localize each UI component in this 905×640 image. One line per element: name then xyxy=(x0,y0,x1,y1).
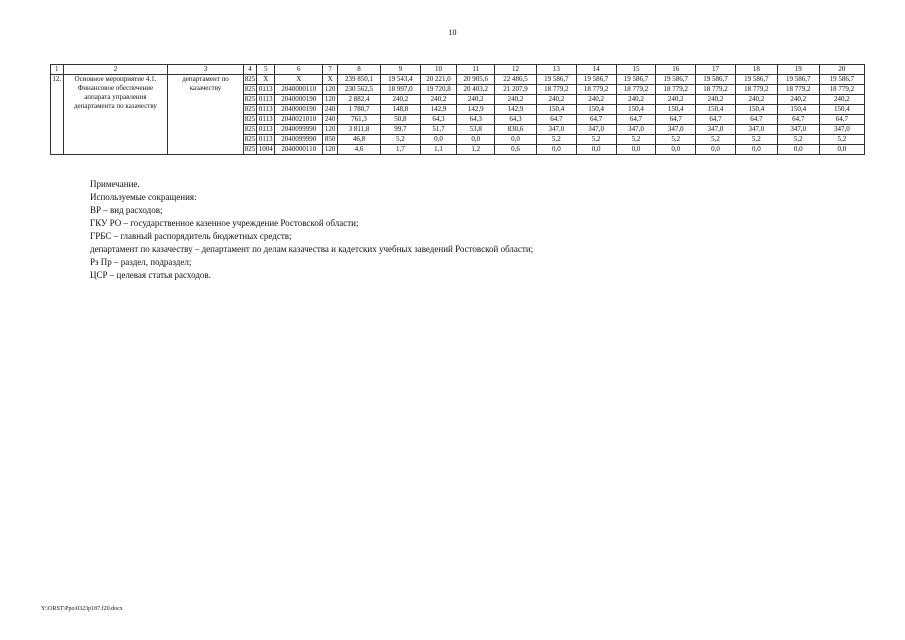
table-cell: 64,7 xyxy=(696,115,736,125)
table-cell: 5,2 xyxy=(576,135,616,145)
note-line: ГКУ РО – государственное казенное учреждение Ростовской области; xyxy=(90,218,359,228)
table-cell: 5,2 xyxy=(696,135,736,145)
table-cell: 51,7 xyxy=(420,125,457,135)
table-cell: 761,3 xyxy=(337,115,380,125)
table-cell: 18 779,2 xyxy=(696,85,736,95)
table-cell: 142,9 xyxy=(420,105,457,115)
table-cell: 850 xyxy=(323,135,338,145)
column-number-19: 19 xyxy=(777,65,819,75)
table-cell: 1,7 xyxy=(380,145,420,155)
table-cell: 0,0 xyxy=(495,135,537,145)
table-cell: 4,6 xyxy=(337,145,380,155)
table-row xyxy=(51,75,865,85)
column-number-1: 1 xyxy=(51,65,64,75)
note-line: ВР – вид расходов; xyxy=(90,205,163,215)
table-cell: 2040000190 xyxy=(275,95,323,105)
table-cell: 19 720,8 xyxy=(420,85,457,95)
table-cell: 18 779,2 xyxy=(576,85,616,95)
table-cell: 347,0 xyxy=(616,125,656,135)
table-cell: 347,0 xyxy=(777,125,819,135)
note-line: департамент по казачеству – департамент по делам казачества и кадетских учебных заведений Ростовской области; xyxy=(90,244,534,254)
notes-section xyxy=(90,178,533,282)
table-cell: 240,2 xyxy=(616,95,656,105)
table-cell: 53,8 xyxy=(457,125,495,135)
table-cell: 19 586,7 xyxy=(777,75,819,85)
table-cell: 2040000190 xyxy=(275,105,323,115)
column-number-4: 4 xyxy=(243,65,257,75)
table-cell: 240,2 xyxy=(777,95,819,105)
table-cell: 64,7 xyxy=(656,115,696,125)
table-cell: 0,0 xyxy=(616,145,656,155)
table-cell: 19 543,4 xyxy=(380,75,420,85)
table-cell: 19 586,7 xyxy=(616,75,656,85)
table-cell: Х xyxy=(323,75,338,85)
table-cell: 21 207,9 xyxy=(495,85,537,95)
table-cell: 5,2 xyxy=(777,135,819,145)
table-cell: 0113 xyxy=(257,135,275,145)
column-number-7: 7 xyxy=(323,65,338,75)
table-cell: 150,4 xyxy=(777,105,819,115)
table-cell: 0,0 xyxy=(457,135,495,145)
table-cell: 5,2 xyxy=(656,135,696,145)
column-number-13: 13 xyxy=(536,65,576,75)
table-cell: 19 586,7 xyxy=(536,75,576,85)
table-cell: 150,4 xyxy=(819,105,864,115)
table-cell: 0,0 xyxy=(536,145,576,155)
table-cell: 240,2 xyxy=(696,95,736,105)
table-cell: 240,2 xyxy=(819,95,864,105)
notes-title: Примечание. xyxy=(90,179,140,189)
table-cell: 50,8 xyxy=(380,115,420,125)
table-cell: 825 xyxy=(244,95,256,103)
table-cell: 142,9 xyxy=(495,105,537,115)
table-cell: 347,0 xyxy=(536,125,576,135)
table-cell: 347,0 xyxy=(696,125,736,135)
table-cell: 240 xyxy=(323,105,338,115)
table-cell: 18 779,2 xyxy=(735,85,777,95)
file-path-footer: Y:\ORST\Ppo\0323p187.f20.docx xyxy=(41,606,123,612)
table-cell: 120 xyxy=(323,125,338,135)
table-cell: 150,4 xyxy=(696,105,736,115)
table-cell: 230 562,5 xyxy=(337,85,380,95)
table-cell: 18 779,2 xyxy=(819,85,864,95)
executor-name: департамент по казачеству xyxy=(168,75,243,155)
table-cell: 0113 xyxy=(257,105,275,115)
column-number-6: 6 xyxy=(275,65,323,75)
table-cell: 2040000110 xyxy=(275,85,323,95)
table-cell: 825 xyxy=(244,75,256,83)
table-cell: 64,7 xyxy=(616,115,656,125)
table-cell: 240,2 xyxy=(380,95,420,105)
table-cell: 150,4 xyxy=(576,105,616,115)
note-line: Рз Пр – раздел, подраздел; xyxy=(90,257,192,267)
table-cell: 120 xyxy=(323,95,338,105)
table-cell: 1,1 xyxy=(420,145,457,155)
table-cell: 240 xyxy=(323,115,338,125)
table-cell: 0,0 xyxy=(420,135,457,145)
table-cell: 825 xyxy=(244,145,256,153)
table-cell: 18 779,2 xyxy=(616,85,656,95)
table-cell: 5,2 xyxy=(735,135,777,145)
table-cell: 46,8 xyxy=(337,135,380,145)
table-cell: 64,7 xyxy=(536,115,576,125)
table-cell: 5,2 xyxy=(819,135,864,145)
column-number-15: 15 xyxy=(616,65,656,75)
table-cell: 5,2 xyxy=(616,135,656,145)
column-number-14: 14 xyxy=(576,65,616,75)
column-number-20: 20 xyxy=(819,65,864,75)
table-cell: 150,4 xyxy=(735,105,777,115)
table-cell: 240,2 xyxy=(735,95,777,105)
table-cell: 120 xyxy=(323,145,338,155)
table-cell: 239 850,1 xyxy=(337,75,380,85)
table-cell: 148,8 xyxy=(380,105,420,115)
table-cell: 5,2 xyxy=(380,135,420,145)
table-cell: 150,4 xyxy=(616,105,656,115)
table-cell: 19 586,7 xyxy=(576,75,616,85)
table-cell: 3 811,8 xyxy=(337,125,380,135)
table-cell: 0113 xyxy=(257,115,275,125)
column-number-2: 2 xyxy=(63,65,168,75)
table-cell: 830,6 xyxy=(495,125,537,135)
column-number-9: 9 xyxy=(380,65,420,75)
table-cell: 120 xyxy=(323,85,338,95)
table-cell: 0,0 xyxy=(656,145,696,155)
table-cell: 2 882,4 xyxy=(337,95,380,105)
table-cell: 19 586,7 xyxy=(735,75,777,85)
table-cell: 64,3 xyxy=(457,115,495,125)
column-number-17: 17 xyxy=(696,65,736,75)
table-cell: 347,0 xyxy=(656,125,696,135)
table-cell: 240,2 xyxy=(420,95,457,105)
table-cell: 64,3 xyxy=(495,115,537,125)
table-cell: Х xyxy=(275,75,323,85)
table-cell: 150,4 xyxy=(536,105,576,115)
table-cell: 19 586,7 xyxy=(819,75,864,85)
table-cell: 64,7 xyxy=(735,115,777,125)
table-cell: 142,9 xyxy=(457,105,495,115)
table-cell: 240,2 xyxy=(576,95,616,105)
column-number-8: 8 xyxy=(337,65,380,75)
column-number-18: 18 xyxy=(735,65,777,75)
table-cell: 240,2 xyxy=(656,95,696,105)
table-cell: 18 779,2 xyxy=(656,85,696,95)
table-cell: 2040099990 xyxy=(275,135,323,145)
table-cell: 0113 xyxy=(257,95,275,105)
column-number-10: 10 xyxy=(420,65,457,75)
column-number-16: 16 xyxy=(656,65,696,75)
table-cell: 347,0 xyxy=(819,125,864,135)
table-cell: 825 xyxy=(244,135,256,143)
table-cell: 240,2 xyxy=(536,95,576,105)
page-number: 10 xyxy=(448,28,457,37)
table-cell: 0,0 xyxy=(696,145,736,155)
table-cell: 150,4 xyxy=(656,105,696,115)
table-cell: 1,2 xyxy=(457,145,495,155)
table-cell: Х xyxy=(257,75,275,85)
table-cell: 0,0 xyxy=(735,145,777,155)
table-cell: 20 905,6 xyxy=(457,75,495,85)
table-cell: 0,0 xyxy=(576,145,616,155)
column-number-12: 12 xyxy=(495,65,537,75)
table-cell: 825 xyxy=(244,115,256,123)
table-cell: 0,6 xyxy=(495,145,537,155)
table-cell: 20 221,0 xyxy=(420,75,457,85)
table-cell: 347,0 xyxy=(735,125,777,135)
column-number-row xyxy=(51,65,865,75)
note-line: ЦСР – целевая статья расходов. xyxy=(90,270,211,280)
column-number-3: 3 xyxy=(168,65,243,75)
note-line: Используемые сокращения: xyxy=(90,192,197,202)
table-cell: 825 xyxy=(244,125,256,133)
table-cell: 1 780,7 xyxy=(337,105,380,115)
row-number: 12. xyxy=(51,75,64,155)
table-cell: 1004 xyxy=(258,145,273,153)
table-cell: 240,2 xyxy=(495,95,537,105)
table-cell: 99,7 xyxy=(380,125,420,135)
table-cell: 347,0 xyxy=(576,125,616,135)
table-cell: 64,7 xyxy=(777,115,819,125)
table-cell: 825 xyxy=(244,85,256,93)
note-line: ГРБС – главный распорядитель бюджетных средств; xyxy=(90,231,292,241)
table-cell: 2040021010 xyxy=(275,115,323,125)
table-cell: 19 586,7 xyxy=(696,75,736,85)
table-cell: 20 403,2 xyxy=(457,85,495,95)
table-cell: 0113 xyxy=(257,125,275,135)
table-cell: 22 486,5 xyxy=(495,75,537,85)
table-cell: 64,7 xyxy=(819,115,864,125)
table-cell: 19 586,7 xyxy=(656,75,696,85)
table-cell: 5,2 xyxy=(536,135,576,145)
table-cell: 0,0 xyxy=(777,145,819,155)
table-cell: 0113 xyxy=(257,85,275,95)
table-cell: 240,2 xyxy=(457,95,495,105)
column-number-5: 5 xyxy=(257,65,275,75)
measure-description: Основное мероприятие 4.1. Финансовое обеспечение аппарата управления департамента по казачеству xyxy=(63,75,168,155)
table-cell: 2040000110 xyxy=(275,145,323,155)
budget-table xyxy=(50,64,865,155)
table-cell: 18 997,0 xyxy=(380,85,420,95)
column-number-11: 11 xyxy=(457,65,495,75)
table-cell: 825 xyxy=(244,105,256,113)
table-cell: 64,7 xyxy=(576,115,616,125)
table-cell: 0,0 xyxy=(819,145,864,155)
table-cell: 18 779,2 xyxy=(536,85,576,95)
table-cell: 64,3 xyxy=(420,115,457,125)
table-cell: 2040099990 xyxy=(275,125,323,135)
table-cell: 18 779,2 xyxy=(777,85,819,95)
